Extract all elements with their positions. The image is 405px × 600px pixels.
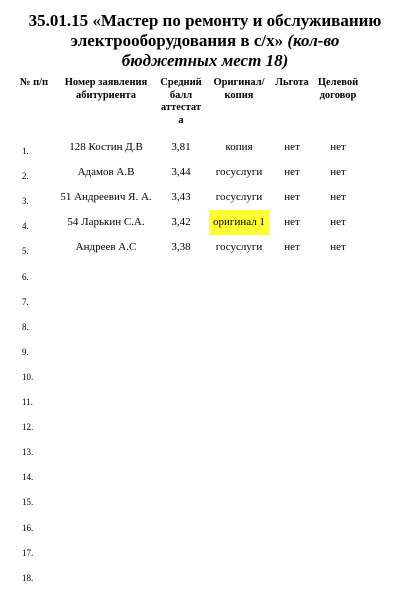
table-row	[0, 165, 405, 189]
table-row	[0, 366, 405, 390]
row-number: 1.	[22, 146, 29, 156]
table-row	[0, 567, 405, 591]
row-number: 9.	[22, 346, 29, 357]
document-type: госуслуги	[215, 191, 263, 204]
target-contract: нет	[330, 191, 346, 204]
header-score-line-4: а	[178, 114, 184, 126]
row-number: 12.	[22, 422, 34, 433]
header-lgota: Льгота	[275, 77, 309, 88]
row-number: 18.	[22, 572, 34, 583]
header-score-line-2: балл	[169, 89, 193, 101]
applicant-name: 51 Андреевич Я. А.	[60, 191, 152, 204]
title-line-2-text: электрооборудования в с/х»	[70, 31, 288, 50]
document-type: госуслуги	[215, 166, 263, 179]
table-row	[0, 316, 405, 340]
header-goal-line-1: Целевой	[317, 77, 359, 88]
average-score: 3,44	[171, 166, 191, 179]
document-type	[205, 215, 273, 235]
row-number: 6.	[22, 271, 29, 282]
table-row	[0, 215, 405, 239]
header-original-line-2: копия	[224, 89, 254, 101]
highlighted-document-type: оригинал 1	[209, 210, 269, 235]
target-contract: нет	[330, 216, 346, 229]
average-score: 3,81	[171, 141, 191, 153]
row-number: 16.	[22, 522, 34, 533]
applicant-name: Андреев А.С	[75, 241, 137, 254]
header-original	[205, 77, 273, 102]
header-score-line-3: аттестат	[160, 102, 202, 113]
applicant-name: 54 Ларькин С.А.	[67, 216, 145, 229]
table-row	[0, 441, 405, 465]
title-line-1: 35.01.15 «Мастер по ремонту и обслуживанию	[28, 11, 382, 30]
page-title	[10, 11, 400, 71]
title-line-2-italic: (кол-во	[287, 31, 340, 50]
header-num: № п/п	[19, 77, 49, 88]
table-row	[0, 291, 405, 315]
header-score	[156, 77, 206, 127]
header-goal	[313, 77, 363, 102]
row-number: 8.	[22, 321, 29, 332]
table-row	[0, 391, 405, 415]
table-row	[0, 190, 405, 214]
table-row	[0, 466, 405, 490]
benefit-status: нет	[284, 216, 300, 229]
document-type: госуслуги	[215, 241, 263, 254]
benefit-status: нет	[284, 191, 300, 204]
header-name-line-2: абитуриента	[76, 89, 136, 101]
row-number: 13.	[22, 447, 34, 458]
table-row	[0, 240, 405, 264]
benefit-status: нет	[284, 166, 300, 179]
target-contract: нет	[330, 241, 346, 254]
target-contract: нет	[330, 141, 346, 153]
header-name-line-1: Номер заявления	[64, 77, 148, 88]
table-row	[0, 542, 405, 566]
row-number: 15.	[22, 497, 34, 508]
benefit-status: нет	[284, 241, 300, 254]
table-row	[0, 140, 405, 164]
table-row	[0, 266, 405, 290]
header-goal-line-2: договор	[319, 89, 357, 101]
applicant-name: 128 Костин Д.В	[69, 141, 143, 153]
average-score: 3,42	[171, 216, 191, 229]
table-row	[0, 491, 405, 515]
row-number: 17.	[22, 547, 34, 558]
header-original-line-1: Оригинал/	[213, 77, 265, 88]
benefit-status: нет	[284, 141, 300, 153]
row-number: 4.	[22, 221, 29, 232]
target-contract: нет	[330, 166, 346, 179]
row-number: 7.	[22, 296, 29, 307]
table-row	[0, 416, 405, 440]
row-number: 5.	[22, 246, 29, 257]
title-line-2	[10, 31, 400, 51]
average-score: 3,43	[171, 191, 191, 204]
applicant-name: Адамов А.В	[77, 166, 135, 179]
row-number: 14.	[22, 472, 34, 483]
row-number: 2.	[22, 171, 29, 182]
header-name	[56, 77, 156, 102]
average-score: 3,38	[171, 241, 191, 254]
row-number: 11.	[22, 397, 33, 407]
document-type: копия	[225, 141, 253, 153]
header-score-line-1: Средний	[160, 77, 202, 88]
row-number: 10.	[22, 371, 34, 382]
title-line-3: бюджетных мест 18)	[121, 51, 289, 70]
table-row	[0, 517, 405, 541]
table-row	[0, 341, 405, 365]
row-number: 3.	[22, 196, 29, 207]
